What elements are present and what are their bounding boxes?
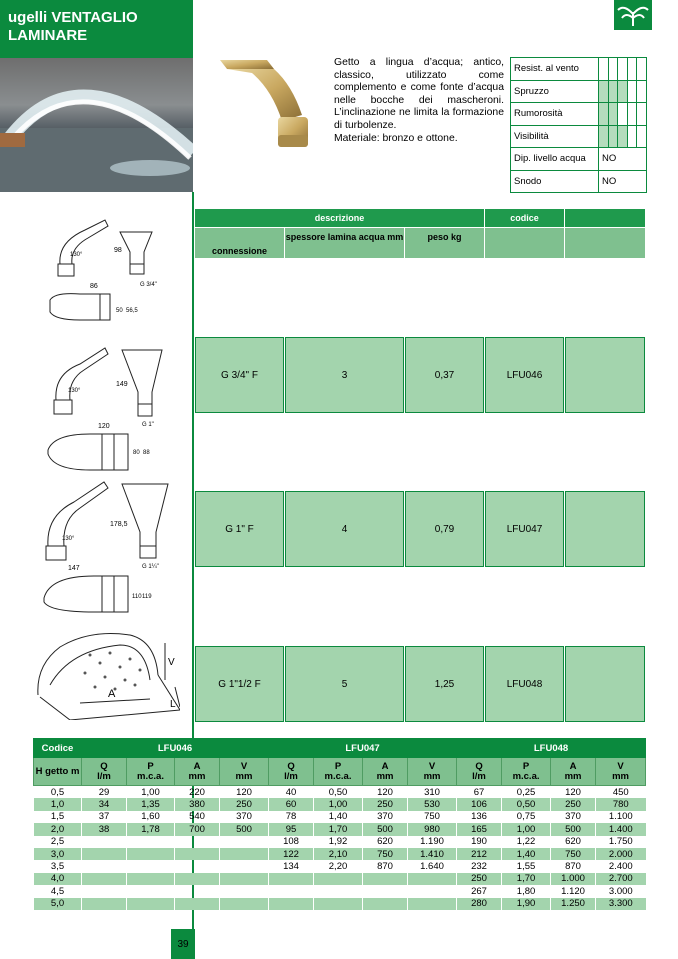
data-cell: 0,75	[502, 811, 551, 823]
data-cell: 250	[220, 798, 269, 810]
drawing-spray-pattern	[30, 625, 180, 720]
sub-header-name: A	[193, 760, 201, 772]
dim-e: 88	[143, 450, 150, 456]
data-cell: 540	[175, 811, 220, 823]
property-row	[511, 103, 647, 126]
product-code-cell: LFU047	[485, 491, 564, 567]
h-value-cell: 3,0	[34, 848, 82, 860]
sub-header-name: P	[334, 760, 342, 772]
table-row	[34, 798, 646, 810]
group-header-lfu048: LFU048	[457, 739, 646, 758]
sub-header-unit: m.c.a.	[324, 770, 352, 782]
data-cell: 780	[596, 798, 646, 810]
product-connection-cell: G 3/4" F	[195, 337, 284, 413]
h-value-cell: 1,0	[34, 798, 82, 810]
rating-bar	[618, 80, 628, 103]
label-v: V	[168, 657, 175, 668]
sub-header-unit: m.c.a.	[137, 770, 164, 782]
dim-d: 80	[133, 450, 140, 456]
product-connection-cell: G 1"1/2 F	[195, 646, 284, 722]
empty-header	[565, 209, 645, 227]
data-cell	[269, 873, 314, 885]
group-header-lfu046: LFU046	[82, 739, 269, 758]
data-cell: 1.000	[551, 873, 596, 885]
sub-header-unit: m.c.a.	[512, 770, 540, 782]
data-cell: 0,25	[502, 786, 551, 799]
dim-b: 98	[114, 247, 122, 254]
data-cell	[220, 836, 269, 848]
angle: 130°	[62, 536, 75, 542]
data-cell: 1,80	[502, 885, 551, 897]
code-subheader	[485, 228, 564, 258]
connection-header: connessione	[195, 228, 284, 258]
data-cell: 1,78	[127, 823, 175, 835]
product-weight-cell: 0,79	[405, 491, 484, 567]
data-cell	[363, 898, 408, 910]
table-row	[34, 885, 646, 897]
data-cell: 106	[457, 798, 502, 810]
data-cell: 2.400	[596, 860, 646, 872]
h-value-cell: 1,5	[34, 811, 82, 823]
label-l: L	[170, 699, 176, 710]
data-cell	[175, 885, 220, 897]
rating-bar	[618, 103, 628, 126]
data-cell: 136	[457, 811, 502, 823]
sub-header-p	[502, 758, 551, 786]
data-cell	[82, 885, 127, 897]
data-cell: 40	[269, 786, 314, 799]
drawing-lfu046	[40, 212, 170, 327]
dim-b: 149	[116, 381, 128, 388]
table-row	[34, 836, 646, 848]
data-cell	[220, 898, 269, 910]
data-cell: 280	[457, 898, 502, 910]
product-weight-cell: 1,25	[405, 646, 484, 722]
data-cell	[220, 873, 269, 885]
rating-bar	[599, 103, 609, 126]
rating-bar	[618, 125, 628, 148]
sub-header-a	[175, 758, 220, 786]
sub-header-name: P	[522, 760, 530, 772]
sub-header-p	[127, 758, 175, 786]
data-cell: 108	[269, 836, 314, 848]
angle: 130°	[70, 252, 83, 258]
properties-table	[510, 57, 647, 193]
data-cell: 2,10	[314, 848, 363, 860]
data-cell: 1.400	[596, 823, 646, 835]
data-cell: 1,00	[502, 823, 551, 835]
data-cell: 1,00	[127, 786, 175, 799]
rating-bar	[608, 58, 618, 81]
table-row	[34, 823, 646, 835]
data-cell: 310	[408, 786, 457, 799]
property-value: NO	[599, 170, 647, 193]
data-cell: 1,90	[502, 898, 551, 910]
sub-header-name: V	[240, 760, 248, 772]
dim-a: 147	[68, 565, 80, 572]
rating-bar	[637, 103, 647, 126]
material-text: Materiale: bronzo e ottone.	[334, 132, 458, 144]
rating-bar	[618, 58, 628, 81]
data-cell	[220, 885, 269, 897]
data-cell: 750	[363, 848, 408, 860]
data-cell: 95	[269, 823, 314, 835]
sub-header-unit: mm	[188, 770, 206, 782]
page-number: 39	[171, 929, 195, 959]
sub-header-name: A	[381, 760, 389, 772]
sub-header-name: V	[617, 760, 624, 772]
data-cell: 1,35	[127, 798, 175, 810]
property-label: Rumorosità	[511, 103, 599, 126]
data-cell: 870	[551, 860, 596, 872]
table-row	[34, 811, 646, 823]
title-bar	[0, 0, 193, 58]
weight-header: peso kg	[405, 228, 484, 258]
data-cell: 1,70	[502, 873, 551, 885]
data-cell: 500	[363, 823, 408, 835]
data-cell: 2,20	[314, 860, 363, 872]
data-cell: 3.300	[596, 898, 646, 910]
data-cell: 1.120	[551, 885, 596, 897]
dim-a: 120	[98, 423, 110, 430]
data-cell: 37	[82, 811, 127, 823]
data-cell	[127, 836, 175, 848]
data-cell: 232	[457, 860, 502, 872]
data-cell	[408, 873, 457, 885]
data-cell: 1,00	[314, 798, 363, 810]
sub-header-a	[551, 758, 596, 786]
sub-header-v	[408, 758, 457, 786]
product-thickness-cell: 4	[285, 491, 404, 567]
dim-b: 178,5	[110, 521, 128, 528]
sub-header-unit: mm	[564, 770, 582, 782]
drawing-lfu048	[38, 476, 173, 616]
property-label: Resist. al vento	[511, 58, 599, 81]
rating-bar	[637, 125, 647, 148]
data-cell	[127, 873, 175, 885]
rating-bar	[627, 80, 637, 103]
code-col-header: Codice	[34, 739, 82, 758]
data-cell	[363, 885, 408, 897]
h-col-header: H getto m	[34, 758, 82, 786]
product-empty-cell	[565, 491, 645, 567]
product-code-cell: LFU048	[485, 646, 564, 722]
data-cell	[314, 885, 363, 897]
data-cell: 38	[82, 823, 127, 835]
data-cell: 0,50	[314, 786, 363, 799]
data-cell	[408, 885, 457, 897]
label-a: A	[108, 688, 116, 700]
dim-e: 119	[142, 594, 152, 600]
data-cell	[314, 898, 363, 910]
data-cell: 0,50	[502, 798, 551, 810]
performance-table	[33, 738, 646, 910]
drawing-lfu047	[40, 342, 170, 482]
dim-c: G 1"	[142, 422, 154, 428]
h-value-cell: 2,5	[34, 836, 82, 848]
product-code-cell: LFU046	[485, 337, 564, 413]
sub-header-name: A	[569, 760, 577, 772]
data-cell: 500	[551, 823, 596, 835]
sub-header-unit: l/m	[284, 770, 298, 782]
sub-header-v	[220, 758, 269, 786]
rating-bar	[599, 125, 609, 148]
data-cell	[175, 898, 220, 910]
data-cell: 250	[363, 798, 408, 810]
empty-subheader	[565, 228, 645, 258]
product-empty-cell	[565, 337, 645, 413]
data-cell	[82, 860, 127, 872]
data-cell: 620	[551, 836, 596, 848]
data-cell: 1,92	[314, 836, 363, 848]
hero-photo	[0, 58, 193, 192]
title-line-1: ugelli VENTAGLIO	[8, 9, 138, 26]
data-cell: 370	[220, 811, 269, 823]
data-cell	[82, 848, 127, 860]
data-cell	[175, 860, 220, 872]
data-cell: 250	[457, 873, 502, 885]
table-row	[34, 786, 646, 799]
rating-bar	[637, 58, 647, 81]
rating-bar	[608, 125, 618, 148]
data-cell	[175, 873, 220, 885]
data-cell: 1,40	[314, 811, 363, 823]
property-label: Visibilità	[511, 125, 599, 148]
data-cell: 122	[269, 848, 314, 860]
table-row	[34, 848, 646, 860]
property-value: NO	[599, 148, 647, 171]
group-header-lfu047: LFU047	[269, 739, 457, 758]
sub-header-name: Q	[475, 760, 483, 772]
product-weight-cell: 0,37	[405, 337, 484, 413]
table-row	[34, 898, 646, 910]
data-cell: 1.640	[408, 860, 457, 872]
dim-a: 86	[90, 283, 98, 290]
data-cell: 1,22	[502, 836, 551, 848]
rating-bar	[599, 80, 609, 103]
data-cell	[82, 873, 127, 885]
data-cell: 29	[82, 786, 127, 799]
h-value-cell: 4,5	[34, 885, 82, 897]
sub-header-unit: mm	[423, 770, 441, 782]
code-header: codice	[485, 209, 564, 227]
sub-header-a	[363, 758, 408, 786]
data-cell: 165	[457, 823, 502, 835]
data-cell	[269, 885, 314, 897]
sub-header-v	[596, 758, 646, 786]
data-cell	[220, 860, 269, 872]
product-description	[334, 57, 504, 145]
data-cell: 500	[220, 823, 269, 835]
sub-header-name: Q	[287, 760, 295, 772]
data-cell	[127, 885, 175, 897]
rating-bar	[608, 80, 618, 103]
description-text: Getto a lingua d’acqua; antico, classico, utilizzato come complemento e come fonte d’acqua nelle bocche dei mascheroni. L’inclinazione ne limita la formazione di turbolenze.	[334, 57, 504, 131]
data-cell: 67	[457, 786, 502, 799]
data-cell: 1,70	[314, 823, 363, 835]
product-connection-cell: G 1" F	[195, 491, 284, 567]
rating-bar	[627, 58, 637, 81]
property-row	[511, 148, 647, 171]
data-cell: 250	[551, 798, 596, 810]
data-cell: 34	[82, 798, 127, 810]
data-cell: 212	[457, 848, 502, 860]
data-cell	[127, 860, 175, 872]
data-cell	[175, 836, 220, 848]
table-row	[34, 860, 646, 872]
sub-header-q	[457, 758, 502, 786]
data-cell: 370	[363, 811, 408, 823]
property-row	[511, 80, 647, 103]
data-cell: 700	[175, 823, 220, 835]
property-label: Spruzzo	[511, 80, 599, 103]
rating-bar	[608, 103, 618, 126]
h-value-cell: 3,5	[34, 860, 82, 872]
data-cell: 1.410	[408, 848, 457, 860]
data-cell: 450	[596, 786, 646, 799]
data-cell: 134	[269, 860, 314, 872]
sub-header-unit: l/m	[97, 770, 111, 782]
data-cell: 220	[175, 786, 220, 799]
data-cell: 750	[408, 811, 457, 823]
brand-logo	[614, 0, 652, 30]
sub-header-unit: l/m	[472, 770, 486, 782]
data-cell: 190	[457, 836, 502, 848]
sub-header-p	[314, 758, 363, 786]
data-cell: 267	[457, 885, 502, 897]
property-label: Snodo	[511, 170, 599, 193]
data-cell: 530	[408, 798, 457, 810]
data-cell	[127, 898, 175, 910]
dim-c: G 3/4"	[140, 282, 157, 288]
dim-d: 50	[116, 308, 123, 314]
sub-header-unit: mm	[235, 770, 253, 782]
property-row	[511, 170, 647, 193]
product-thickness-cell: 5	[285, 646, 404, 722]
sub-header-name: V	[428, 760, 436, 772]
data-cell	[408, 898, 457, 910]
nozzle-photo	[212, 55, 327, 155]
data-cell: 750	[551, 848, 596, 860]
h-value-cell: 0,5	[34, 786, 82, 799]
property-label: Dip. livello acqua	[511, 148, 599, 171]
data-cell	[127, 848, 175, 860]
rating-bar	[637, 80, 647, 103]
rating-bar	[627, 125, 637, 148]
data-cell: 1.100	[596, 811, 646, 823]
data-cell: 120	[220, 786, 269, 799]
data-cell: 1.250	[551, 898, 596, 910]
data-cell: 2.000	[596, 848, 646, 860]
sub-header-name: Q	[100, 760, 108, 772]
data-cell	[363, 873, 408, 885]
data-cell: 120	[363, 786, 408, 799]
data-cell: 370	[551, 811, 596, 823]
data-cell: 1.750	[596, 836, 646, 848]
data-cell	[314, 873, 363, 885]
sub-header-q	[82, 758, 127, 786]
title-line-2: LAMINARE	[8, 27, 88, 44]
data-cell	[269, 898, 314, 910]
rating-bar	[627, 103, 637, 126]
table-row	[34, 873, 646, 885]
h-value-cell: 5,0	[34, 898, 82, 910]
dim-c: G 1¼"	[142, 564, 159, 570]
product-empty-cell	[565, 646, 645, 722]
property-row	[511, 125, 647, 148]
data-cell: 2.700	[596, 873, 646, 885]
dim-d: 110	[132, 594, 142, 600]
sub-header-q	[269, 758, 314, 786]
dim-e: 56,5	[126, 308, 138, 314]
rating-bar	[599, 58, 609, 81]
data-cell: 620	[363, 836, 408, 848]
thickness-header: spessore lamina acqua mm	[285, 228, 404, 258]
data-cell: 1,60	[127, 811, 175, 823]
sub-header-unit: mm	[612, 770, 629, 782]
data-cell: 870	[363, 860, 408, 872]
data-cell: 60	[269, 798, 314, 810]
data-cell	[82, 836, 127, 848]
data-cell: 980	[408, 823, 457, 835]
data-cell	[82, 898, 127, 910]
data-cell: 120	[551, 786, 596, 799]
data-cell: 78	[269, 811, 314, 823]
data-cell: 3.000	[596, 885, 646, 897]
h-value-cell: 4,0	[34, 873, 82, 885]
product-thickness-cell: 3	[285, 337, 404, 413]
angle: 130°	[68, 388, 81, 394]
data-cell: 1,55	[502, 860, 551, 872]
data-cell: 1.190	[408, 836, 457, 848]
h-value-cell: 2,0	[34, 823, 82, 835]
data-cell: 380	[175, 798, 220, 810]
sub-header-unit: mm	[376, 770, 394, 782]
data-cell	[220, 848, 269, 860]
description-header: descrizione	[195, 209, 484, 227]
data-cell	[175, 848, 220, 860]
data-cell: 1,40	[502, 848, 551, 860]
property-row	[511, 58, 647, 81]
sub-header-name: P	[147, 760, 154, 772]
